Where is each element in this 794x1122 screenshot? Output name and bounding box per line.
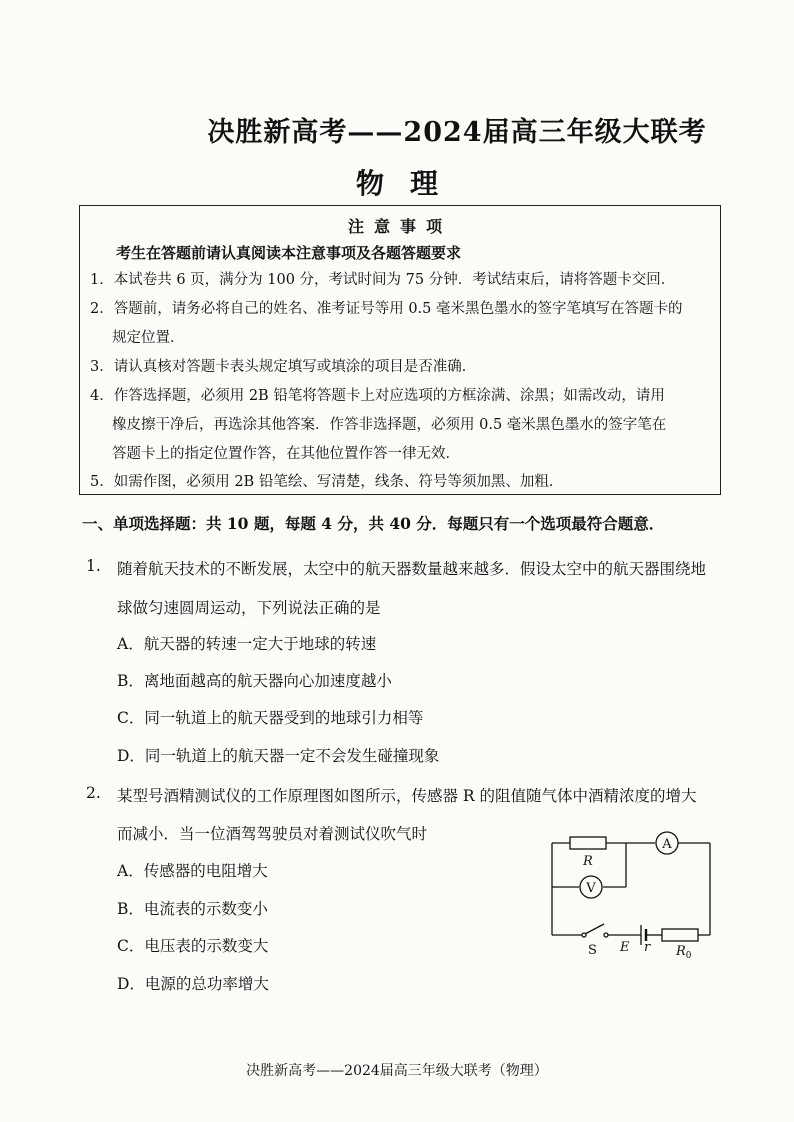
notice-line: 答题卡上的指定位置作答，在其他位置作答一律无效． bbox=[112, 446, 460, 462]
section-heading: 一、单项选择题：共 10 题，每题 4 分，共 40 分．每题只有一个选项最符合题意． bbox=[82, 514, 665, 533]
circuit-diagram bbox=[540, 825, 720, 960]
page-footer: 决胜新高考——2024届高三年级大联考（物理） bbox=[246, 1063, 548, 1079]
notice-line: 2．答题前，请务必将自己的姓名、准考证号等用 0.5 毫米黑色墨水的签字笔填写在答题卡的 bbox=[90, 301, 683, 317]
question-stem: 某型号酒精测试仪的工作原理图如图所示，传感器 R 的阻值随气体中酒精浓度的增大 bbox=[117, 787, 697, 805]
fixed-resistor-label bbox=[675, 944, 692, 960]
notice-line: 3．请认真核对答题卡表头规定填写或填涂的项目是否准确． bbox=[90, 359, 477, 375]
resistor-label: R bbox=[583, 854, 593, 869]
exam-title: 决胜新高考——2024届高三年级大联考 bbox=[207, 117, 707, 148]
fixed-resistor bbox=[662, 929, 698, 941]
notice-line: 规定位置． bbox=[112, 330, 185, 346]
option-a: A．传感器的电阻增大 bbox=[117, 862, 268, 880]
notice-box bbox=[79, 205, 721, 495]
question-stem: 球做匀速圆周运动，下列说法正确的是 bbox=[117, 599, 381, 617]
question-stem: 而减小．当一位酒驾驾驶员对着测试仪吹气时 bbox=[117, 825, 428, 843]
option-c: C．电压表的示数变大 bbox=[117, 937, 269, 955]
emf-label: E bbox=[620, 940, 630, 955]
internal-resistance-label: r bbox=[644, 940, 651, 955]
sensor-resistor bbox=[570, 837, 606, 849]
ammeter-label: A bbox=[662, 837, 672, 852]
option-b: B．电流表的示数变小 bbox=[117, 900, 268, 918]
notice-line: 橡皮擦干净后，再选涂其他答案．作答非选择题，必须用 0.5 毫米黑色墨水的签字笔在 bbox=[112, 417, 667, 433]
option-b: B．离地面越高的航天器向心加速度越小 bbox=[117, 672, 392, 690]
switch-label: S bbox=[588, 943, 597, 958]
subject-title: 物理 bbox=[355, 167, 464, 200]
question-number: 1. bbox=[86, 557, 101, 575]
fixed-resistor-label-base: R bbox=[676, 944, 686, 959]
option-c: C．同一轨道上的航天器受到的地球引力相等 bbox=[117, 709, 424, 727]
option-d: D．同一轨道上的航天器一定不会发生碰撞现象 bbox=[117, 747, 440, 765]
switch-lever bbox=[585, 924, 604, 934]
fixed-resistor-label-sub: 0 bbox=[685, 951, 692, 960]
notice-line: 1．本试卷共 6 页，满分为 100 分，考试时间为 75 分钟．考试结束后，请将答题卡交回． bbox=[90, 272, 676, 288]
notice-subheading: 考生在答题前请认真阅读本注意事项及各题答题要求 bbox=[116, 244, 462, 262]
notice-heading: 注意事项 bbox=[347, 217, 452, 236]
question-stem: 随着航天技术的不断发展，太空中的航天器数量越来越多．假设太空中的航天器围绕地 bbox=[117, 560, 707, 578]
voltmeter-label: V bbox=[586, 881, 596, 896]
notice-line: 5．如需作图，必须用 2B 铅笔绘、写清楚，线条、符号等须加黑、加粗． bbox=[90, 474, 564, 490]
option-d: D．电源的总功率增大 bbox=[117, 975, 269, 993]
question-number: 2. bbox=[86, 784, 101, 802]
option-a: A．航天器的转速一定大于地球的转速 bbox=[117, 635, 377, 653]
notice-line: 4．作答选择题，必须用 2B 铅笔将答题卡上对应选项的方框涂满、涂黑；如需改动，请用 bbox=[90, 388, 665, 404]
